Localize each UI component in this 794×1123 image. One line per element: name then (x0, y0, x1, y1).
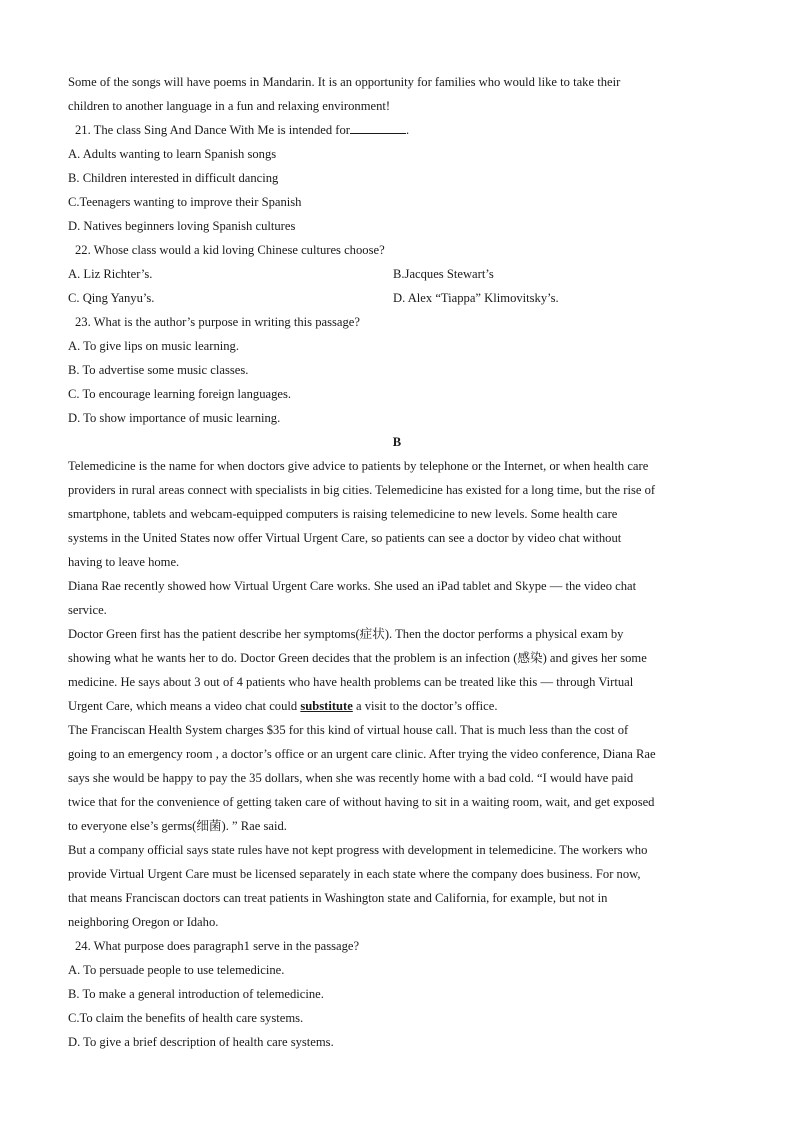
question-23-option: D. To show importance of music learning. (68, 411, 281, 425)
question-21-option: A. Adults wanting to learn Spanish songs (68, 147, 277, 161)
question-24-option: C.To claim the benefits of health care systems. (68, 1011, 304, 1025)
passage-a-line: children to another language in a fun and relaxing environment! (68, 99, 391, 113)
passage-b-p5-line: that means Franciscan doctors can treat patients in Washington state and California, for example, but not in (68, 891, 608, 905)
question-22-stem: 22. Whose class would a kid loving Chinese cultures choose? (75, 243, 385, 257)
passage-b-p1-line: systems in the United States now offer Virtual Urgent Care, so patients can see a doctor by video chat without (68, 531, 622, 545)
passage-b-p5-line: neighboring Oregon or Idaho. (68, 915, 219, 929)
question-21-option: C.Teenagers wanting to improve their Spanish (68, 195, 302, 209)
passage-b-p3-line: Urgent Care, which means a video chat could substitute a visit to the doctor’s office. (68, 699, 498, 713)
question-22-option: B.Jacques Stewart’s (393, 267, 494, 281)
passage-a-line: Some of the songs will have poems in Mandarin. It is an opportunity for families who would like to take their (68, 75, 621, 89)
answer-blank (350, 122, 406, 134)
question-24-option: B. To make a general introduction of telemedicine. (68, 987, 324, 1001)
passage-b-p1-line: smartphone, tablets and webcam-equipped computers is raising telemedicine to new levels. Some health care (68, 507, 618, 521)
passage-b-p2-line: service. (68, 603, 107, 617)
passage-b-p4-line: to everyone else’s germs(细菌). ” Rae said. (68, 819, 287, 833)
question-21-option: D. Natives beginners loving Spanish cultures (68, 219, 296, 233)
question-24-option: A. To persuade people to use telemedicine. (68, 963, 285, 977)
question-24-stem: 24. What purpose does paragraph1 serve in the passage? (75, 939, 360, 953)
passage-b-p3-line: showing what he wants her to do. Doctor Green decides that the problem is an infection (感染) and gives her some (68, 651, 647, 665)
passage-b-p3-line: Doctor Green first has the patient describe her symptoms(症状). Then the doctor performs a physical exam by (68, 627, 624, 641)
passage-b-p4-line: The Franciscan Health System charges $35 for this kind of virtual house call. That is much less than the cost of (68, 723, 629, 737)
passage-b-p1-line: Telemedicine is the name for when doctors give advice to patients by telephone or the Internet, or when health care (68, 459, 649, 473)
passage-b-p4-line: says she would be happy to pay the 35 dollars, when she was recently home with a bad cold. “I would have paid (68, 771, 634, 785)
question-22-option: D. Alex “Tiappa” Klimovitsky’s. (393, 291, 559, 305)
section-b-heading: B (392, 435, 402, 449)
passage-b-p5-line: provide Virtual Urgent Care must be licensed separately in each state where the company does business. For now, (68, 867, 641, 881)
vocabulary-keyword: substitute (300, 699, 353, 713)
question-23-option: A. To give lips on music learning. (68, 339, 239, 353)
question-21-option: B. Children interested in difficult dancing (68, 171, 279, 185)
question-22-option: C. Qing Yanyu’s. (68, 291, 155, 305)
passage-b-p1-line: having to leave home. (68, 555, 180, 569)
question-23-stem: 23. What is the author’s purpose in writing this passage? (75, 315, 360, 329)
question-22-option: A. Liz Richter’s. (68, 267, 153, 281)
passage-b-p2-line: Diana Rae recently showed how Virtual Urgent Care works. She used an iPad tablet and Skype — the video chat (68, 579, 637, 593)
question-23-option: B. To advertise some music classes. (68, 363, 249, 377)
passage-b-p4-line: going to an emergency room , a doctor’s office or an urgent care clinic. After trying the video conference, Diana Rae (68, 747, 656, 761)
question-23-option: C. To encourage learning foreign languages. (68, 387, 292, 401)
passage-b-p5-line: But a company official says state rules have not kept progress with development in telemedicine. The workers who (68, 843, 648, 857)
passage-b-p4-line: twice that for the convenience of getting taken care of without having to sit in a waiting room, wait, and get exposed (68, 795, 655, 809)
passage-b-p1-line: providers in rural areas connect with specialists in big cities. Telemedicine has existed for a long time, but the rise of (68, 483, 656, 497)
question-24-option: D. To give a brief description of health care systems. (68, 1035, 334, 1049)
question-21-stem: 21. The class Sing And Dance With Me is intended for . (75, 123, 410, 137)
passage-b-p3-line: medicine. He says about 3 out of 4 patients who have health problems can be treated like this — through Virtual (68, 675, 634, 689)
